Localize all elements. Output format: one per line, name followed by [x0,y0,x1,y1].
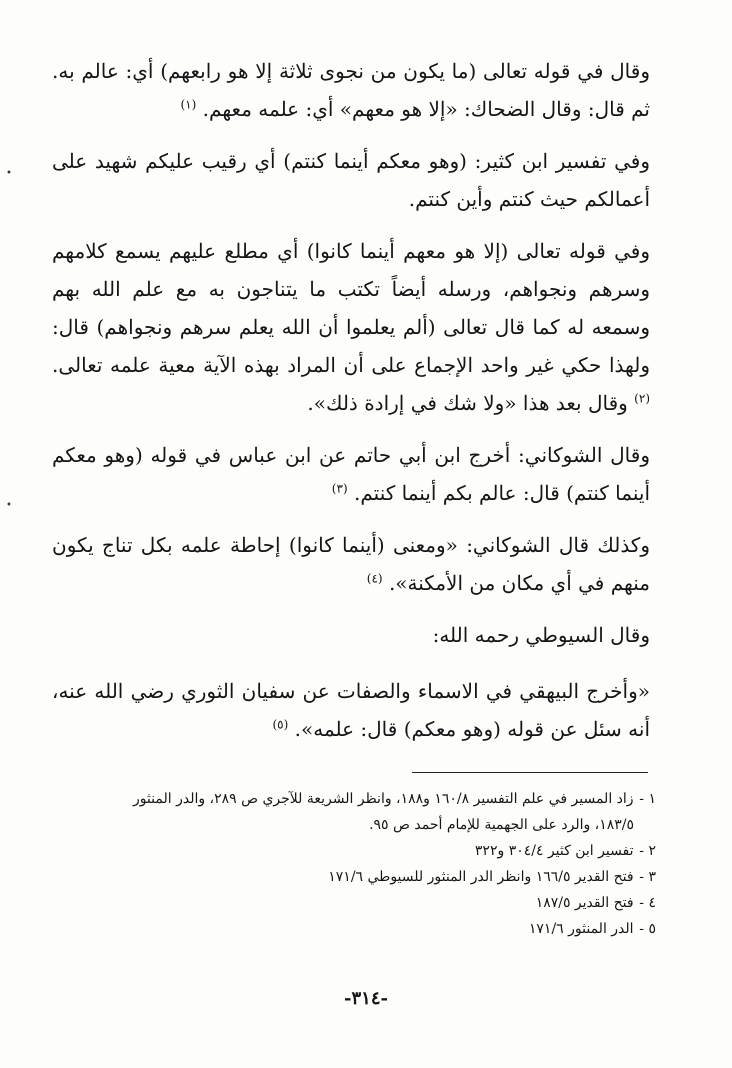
footnote-ref-2[interactable]: (٢) [634,391,650,406]
footnote-ref-4[interactable]: (٤) [366,571,383,586]
paragraph-3: وفي قوله تعالى (إلا هو معهم أينما كانوا) أي مطلع عليهم يسمع كلامهم وسرهم ونجواهم، ورسله أيضاً تكتب ما يتناجون به مع علم الله بهم وسمعه له كما قال تعالى (ألم يعلموا أن الله يعلم سرهم ونجواهم) قال: ولهذا حكي غير واحد الإجماع على أن المراد بهذه الآية معية علمه تعالى. $^{(٢)}$ وقال بعد هذا «ولا شك في إرادة ذلك». [52,239,650,415]
edge-dot-mark: • [6,500,12,511]
paragraph-1: وقال في قوله تعالى (ما يكون من نجوى ثلاثة إلا هو رابعهم) أي: عالم به. ثم قال: وقال الضحاك: «إلا هو معهم» أي: علمه معهم. $^{(١)}$ [52,59,650,121]
main-text [52,52,650,762]
footnote-2: ٢ - تفسير ابن كثير ٣٠٤/٤ و٣٢٢ [474,843,656,859]
page-number: -٣١٤- [344,988,388,1009]
footnote-4: ٤ - فتح القدير ١٨٧/٥ [535,895,656,911]
footnote-ref-5[interactable]: (٥) [272,717,289,732]
footnote-separator [412,772,648,773]
paragraph-7: «وأخرج البيهقي في الاسماء والصفات عن سفيان الثوري رضي الله عنه، أنه سئل عن قوله (وهو معكم) قال: علمه». $^{(٥)}$ [52,679,650,741]
footnote-ref-1[interactable]: (١) [180,97,197,112]
footnotes [60,786,656,942]
footnote-1: ١ - زاد المسير في علم التفسير ١٦٠/٨ و١٨٨، وانظر الشريعة للآجري ص ٢٨٩، والدر المنثور [132,791,656,807]
paragraph-4: وقال الشوكاني: أخرج ابن أبي حاتم عن ابن عباس في قوله (وهو معكم أينما كنتم) قال: عالم بكم أينما كنتم. $^{(٣)}$ [52,443,650,505]
footnote-3: ٣ - فتح القدير ١٦٦/٥ وانظر الدر المنثور للسيوطي ١٧١/٦ [328,869,656,885]
footnote-1-continued: ١٨٣/٥، والرد على الجهمية للإمام أحمد ص ٩٥. [369,817,634,833]
paragraph-6: وقال السيوطي رحمه الله: [432,623,650,647]
footnote-ref-3[interactable]: (٣) [331,481,348,496]
footnote-5: ٥ - الدر المنثور ١٧١/٦ [528,921,656,937]
paragraph-2: وفي تفسير ابن كثير: (وهو معكم أينما كنتم) أي رقيب عليكم شهيد على أعمالكم حيث كنتم وأين كنتم. [52,149,650,211]
edge-dot-mark: • [6,168,12,179]
paragraph-5: وكذلك قال الشوكاني: «ومعنى (أينما كانوا) إحاطة علمه بكل تناج يكون منهم في أي مكان من الأمكنة». $^{(٤)}$ [52,533,650,595]
